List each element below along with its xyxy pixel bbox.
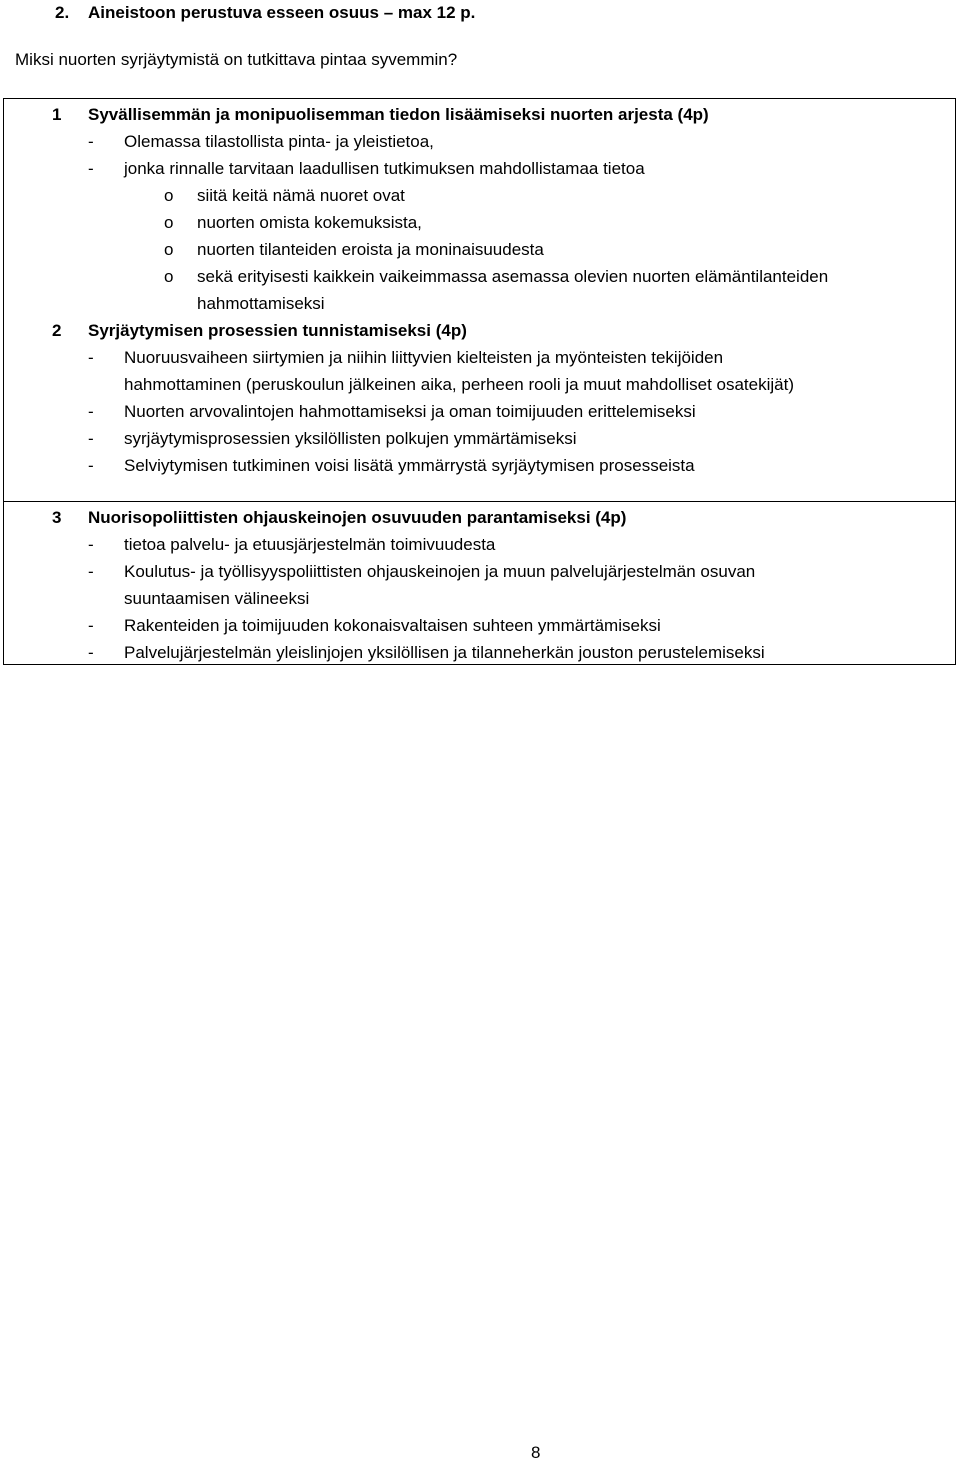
- dash-marker: -: [88, 535, 94, 554]
- section-title: Nuorisopoliittisten ohjauskeinojen osuvuuden parantamiseksi (4p): [88, 508, 627, 527]
- dash-marker: -: [88, 159, 94, 178]
- bullet-marker: o: [164, 213, 174, 232]
- list-item: syrjäytymisprosessien yksilöllisten polkujen ymmärtämiseksi: [124, 429, 577, 448]
- dash-marker: -: [88, 616, 94, 635]
- section-number: 1: [52, 105, 62, 124]
- list-item: Rakenteiden ja toimijuuden kokonaisvaltaisen suhteen ymmärtämiseksi: [124, 616, 661, 635]
- sub-list-item: siitä keitä nämä nuoret ovat: [197, 186, 405, 205]
- section-number: 3: [52, 508, 62, 527]
- section-title: Syvällisemmän ja monipuolisemman tiedon lisäämiseksi nuorten arjesta (4p): [88, 105, 709, 124]
- section-heading: [55, 3, 475, 23]
- list-item: tietoa palvelu- ja etuusjärjestelmän toimivuudesta: [124, 535, 496, 554]
- sub-list-item: sekä erityisesti kaikkein vaikeimmassa asemassa olevien nuorten elämäntilanteiden: [197, 267, 829, 286]
- list-item: Nuoruusvaiheen siirtymien ja niihin liittyvien kielteisten ja myönteisten tekijöiden: [124, 348, 724, 367]
- sub-list-item: nuorten omista kokemuksista,: [197, 213, 422, 232]
- answer-box-1: [3, 98, 956, 502]
- dash-marker: -: [88, 456, 94, 475]
- section-heading-number: 2.: [55, 3, 70, 22]
- dash-marker: -: [88, 429, 94, 448]
- essay-question: Miksi nuorten syrjäytymistä on tutkittava pintaa syvemmin?: [15, 50, 458, 69]
- answer-box-2: [3, 502, 956, 665]
- section-heading-text: Aineistoon perustuva esseen osuus – max 12 p.: [88, 3, 476, 22]
- dash-marker: -: [88, 402, 94, 421]
- page-number: 8: [531, 1443, 541, 1462]
- dash-marker: -: [88, 132, 94, 151]
- list-item: Olemassa tilastollista pinta- ja yleistietoa,: [124, 132, 434, 151]
- list-item: Nuorten arvovalintojen hahmottamiseksi ja oman toimijuuden erittelemiseksi: [124, 402, 696, 421]
- section-title: Syrjäytymisen prosessien tunnistamiseksi (4p): [88, 321, 467, 340]
- list-item-continuation: suuntaamisen välineeksi: [124, 589, 310, 608]
- sub-list-item-continuation: hahmottamiseksi: [197, 294, 325, 313]
- section-number: 2: [52, 321, 62, 340]
- sub-list-item: nuorten tilanteiden eroista ja moninaisuudesta: [197, 240, 544, 259]
- dash-marker: -: [88, 348, 94, 367]
- list-item: Koulutus- ja työllisyyspoliittisten ohjauskeinojen ja muun palvelujärjestelmän osuvan: [124, 562, 756, 581]
- bullet-marker: o: [164, 186, 174, 205]
- list-item-continuation: hahmottaminen (peruskoulun jälkeinen aika, perheen rooli ja muut mahdolliset osatekijät): [124, 375, 794, 394]
- list-item: Palvelujärjestelmän yleislinjojen yksilöllisen ja tilanneherkän jouston perustelemiseksi: [124, 643, 765, 662]
- list-item: Selviytymisen tutkiminen voisi lisätä ymmärrystä syrjäytymisen prosesseista: [124, 456, 695, 475]
- dash-marker: -: [88, 562, 94, 581]
- dash-marker: -: [88, 643, 94, 662]
- bullet-marker: o: [164, 240, 174, 259]
- bullet-marker: o: [164, 267, 174, 286]
- list-item: jonka rinnalle tarvitaan laadullisen tutkimuksen mahdollistamaa tietoa: [124, 159, 645, 178]
